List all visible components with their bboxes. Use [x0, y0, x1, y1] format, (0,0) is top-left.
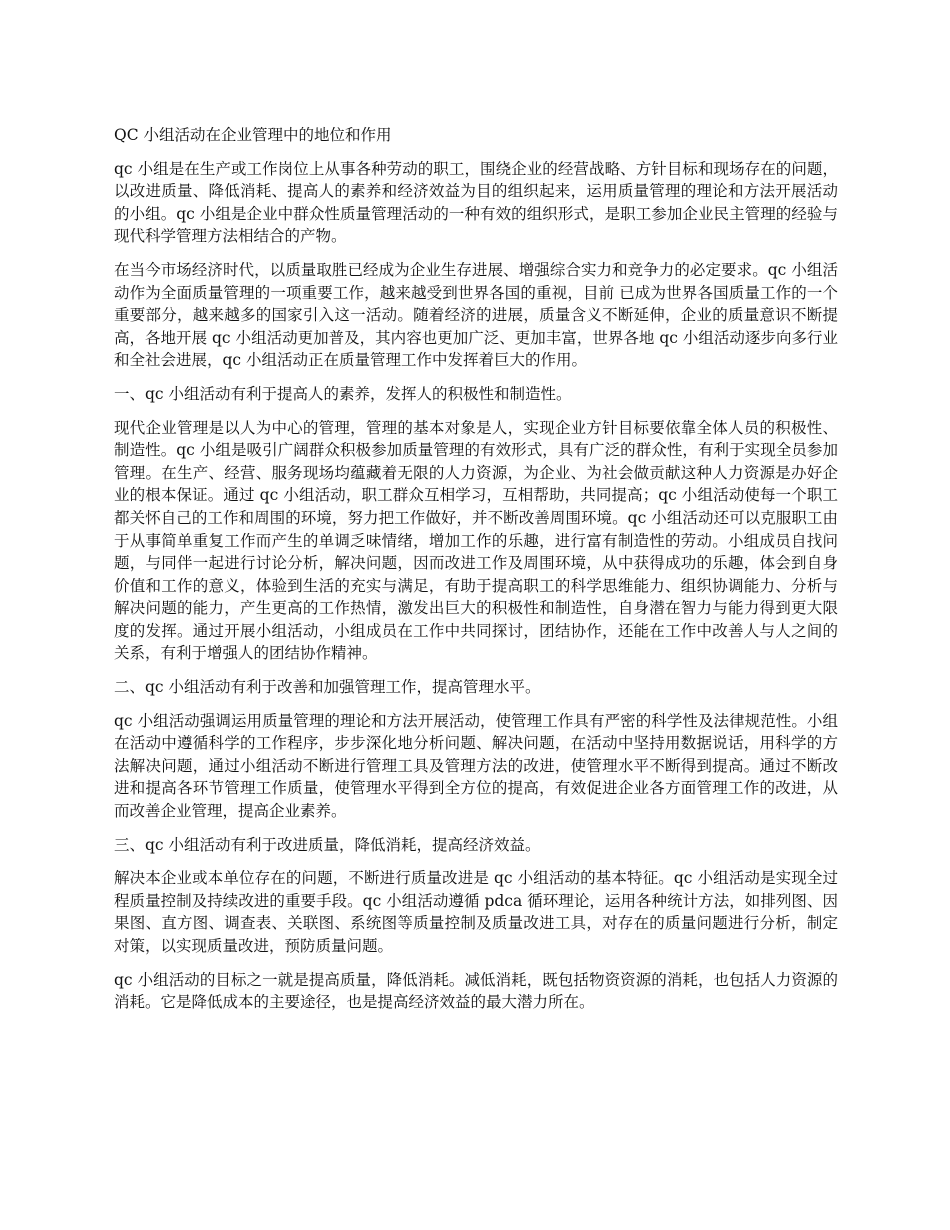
- section-heading-2: 二、qc 小组活动有利于改善和加强管理工作，提高管理水平。: [114, 678, 541, 697]
- paragraph-section-1: 现代企业管理是以人为中心的管理，管理的基本对象是人，实现企业方针目标要依靠全体人员的积极性、制造性。qc 小组是吸引广阔群众积极参加质量管理的有效形式，具有广泛的群众性，有利于实现全员参加管理。在生产、经营、服务现场均蕴藏着无限的人力资源，为企业、为社会做贡献这种人力资源是办好企业的根本保证。通过 qc 小组活动，职工群众互相学习，互相帮助，共同提高；qc 小组活动使每一个职工都关怀自己的工作和周围的环境，努力把工作做好，并不断改善周围环境。qc 小组活动还可以克服职工由于从事简单重复工作而产生的单调乏味情绪，增加工作的乐趣，进行富有制造性的劳动。小组成员自找问题，与同伴一起进行讨论分析，解决问题，因而改进工作及周围环境，从中获得成功的乐趣，体会到自身价值和工作的意义，体验到生活的充实与满足，有助于提高职工的科学思维能力、组织协调能力、分析与解决问题的能力，产生更高的工作热情，激发出巨大的积极性和制造性，自身潜在智力与能力得到更大限度的发挥。通过开展小组活动，小组成员在工作中共同探讨，团结协作，还能在工作中改善人与人之间的关系，有利于增强人的团结协作精神。: [114, 418, 838, 663]
- document-title: QC 小组活动在企业管理中的地位和作用: [114, 126, 392, 144]
- paragraph-section-2: qc 小组活动强调运用质量管理的理论和方法开展活动，使管理工作具有严密的科学性及法律规范性。小组在活动中遵循科学的工作程序，步步深化地分析问题、解决问题，在活动中坚持用数据说话，用科学的方法解决问题，通过小组活动不断进行管理工具及管理方法的改进，使管理水平不断得到提高。通过不断改进和提高各环节管理工作质量，使管理水平得到全方位的提高，有效促进企业各方面管理工作的改进，从而改善企业管理，提高企业素养。: [114, 711, 838, 821]
- paragraph-intro: qc 小组是在生产或工作岗位上从事各种劳动的职工，围绕企业的经营战略、方针目标和现场存在的问题，以改进质量、降低消耗、提高人的素养和经济效益为目的组织起来，运用质量管理的理论和方法开展活动的小组。qc 小组是企业中群众性质量管理活动的一种有效的组织形式，是职工参加企业民主管理的经验与现代科学管理方法相结合的产物。: [114, 159, 838, 246]
- document-page: [114, 124, 838, 1025]
- paragraph-market-era: 在当今市场经济时代，以质量取胜已经成为企业生存进展、增强综合实力和竞争力的必定要求。qc 小组活动作为全面质量管理的一项重要工作，越来越受到世界各国的重视，目前 已成为世界各国质量工作的一个重要部分，越来越多的国家引入这一活动。随着经济的进展，质量含义不断延伸，企业的质量意识不断提高，各地开展 qc 小组活动更加普及，其内容也更加广泛、更加丰富，世界各地 qc 小组活动逐步向多行业和全社会进展，qc 小组活动正在质量管理工作中发挥着巨大的作用。: [114, 260, 838, 370]
- section-heading-1: 一、qc 小组活动有利于提高人的素养，发挥人的积极性和制造性。: [114, 384, 572, 403]
- paragraph-section-3b: qc 小组活动的目标之一就是提高质量，降低消耗。减低消耗，既包括物资资源的消耗，也包括人力资源的消耗。它是降低成本的主要途径，也是提高经济效益的最大潜力所在。: [114, 970, 838, 1012]
- section-heading-3: 三、qc 小组活动有利于改进质量，降低消耗，提高经济效益。: [114, 835, 541, 854]
- paragraph-section-3a: 解决本企业或本单位存在的问题，不断进行质量改进是 qc 小组活动的基本特征。qc 小组活动是实现全过程质量控制及持续改进的重要手段。qc 小组活动遵循 pdca 循环理论，运用各种统计方法，如排列图、因果图、直方图、调查表、关联图、系统图等质量控制及质量改进工具，对存在的质量问题进行分析，制定对策，以实现质量改进，预防质量问题。: [114, 869, 838, 955]
